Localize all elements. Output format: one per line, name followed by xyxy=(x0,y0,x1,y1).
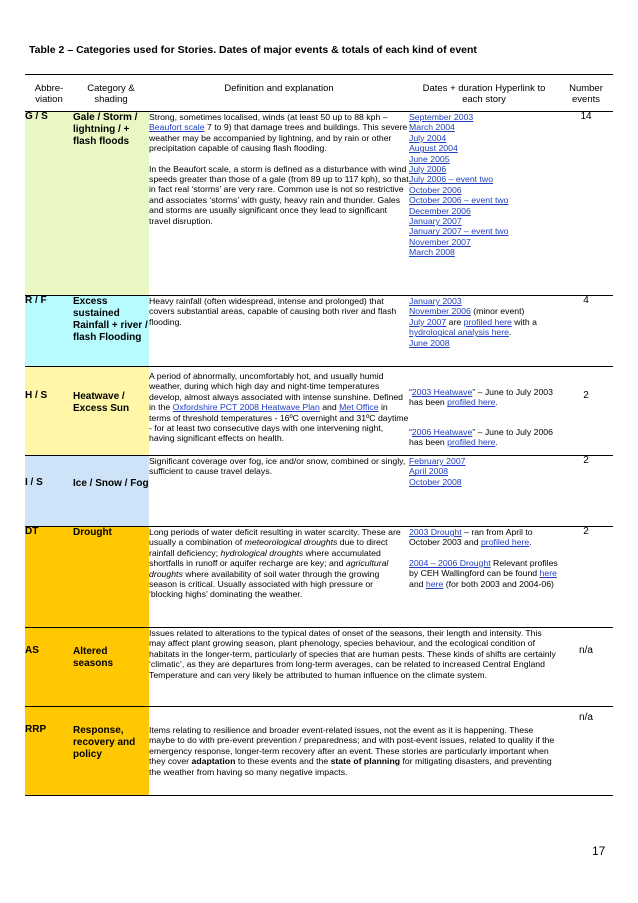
definition-term: state of planning xyxy=(330,756,401,767)
date-note: (minor event) xyxy=(470,306,525,317)
definition-text: 7 to 9) that damage trees and buildings. This severe weather may be accompanied by lightning, and by rain or other precipitation capable of causing flash flooding. xyxy=(149,122,408,154)
row-number: 4 xyxy=(559,296,613,367)
row-abbreviation: I / S xyxy=(25,456,73,527)
profile-link[interactable]: profiled here xyxy=(447,437,496,448)
ceh-profile-link[interactable]: here xyxy=(539,568,557,579)
row-abbreviation: G / S xyxy=(25,112,73,296)
row-number: 14 xyxy=(559,112,613,296)
table-row xyxy=(25,112,613,296)
definition-term: hydrological droughts xyxy=(220,547,304,558)
event-link[interactable]: November 2007 xyxy=(409,236,471,247)
date-note: Relevant profiles by CEH Wallingford can be found xyxy=(409,557,558,579)
event-link[interactable]: October 2006 xyxy=(409,184,462,195)
row-abbreviation: R / F xyxy=(25,296,73,367)
beaufort-scale-link[interactable]: Beaufort scale xyxy=(149,122,205,133)
date-note: . xyxy=(508,327,512,338)
header-definition: Definition and explanation xyxy=(149,75,409,112)
row-dates xyxy=(409,296,559,367)
event-link[interactable]: 2006 Heatwave xyxy=(411,426,473,437)
row-dates xyxy=(409,527,559,628)
categories-table xyxy=(25,74,613,796)
row-dates xyxy=(409,367,559,456)
event-link[interactable]: December 2006 xyxy=(409,205,471,216)
definition-text: Long periods of water deficit resulting in water scarcity. These are usually a combination of xyxy=(149,527,401,548)
row-category: Altered seasons xyxy=(73,628,149,707)
event-link[interactable]: August 2004 xyxy=(409,143,458,154)
table-row xyxy=(25,367,613,456)
date-note: are xyxy=(446,316,464,327)
table-row xyxy=(25,707,613,796)
event-link[interactable]: March 2008 xyxy=(409,247,455,258)
event-link[interactable]: July 2006 – event two xyxy=(409,174,494,185)
event-link[interactable]: June 2005 xyxy=(409,153,450,164)
definition-text: Strong, sometimes localised, winds (at least 50 up to 88 kph – xyxy=(149,112,388,122)
header-category: Category & shading xyxy=(73,75,149,112)
event-link[interactable]: April 2008 xyxy=(409,466,449,477)
date-note: . xyxy=(529,537,532,548)
definition-term: meteorological droughts xyxy=(244,537,338,548)
row-number: 2 xyxy=(559,527,613,628)
event-link[interactable]: July 2006 xyxy=(409,164,447,175)
row-category: Heatwave / Excess Sun xyxy=(73,367,149,456)
definition-text: in terms of threshold temperatures - 16ºC overnight and 31ºC daytime - for at least two consecutive days with one intervening night, having significant effects on health. xyxy=(149,402,409,444)
event-link[interactable]: July 2007 xyxy=(409,316,447,327)
definition-term: agricultural droughts xyxy=(149,558,389,579)
row-category: Response, recovery and policy xyxy=(73,707,149,796)
definition-text: where availability of soil water through the growing season is critical. Usually associated with high pressure or ‘blocking highs’ dominating the weather. xyxy=(149,568,380,600)
oxfordshire-heatwave-plan-link[interactable]: Oxfordshire PCT 2008 Heatwave Plan xyxy=(172,402,320,413)
date-note: . xyxy=(495,397,498,408)
definition-text: for mitigating disasters, and preventing the weather from having so many negative impacts. xyxy=(149,756,552,777)
date-note: (for both 2003 and 2004-06) xyxy=(443,578,554,589)
event-link[interactable]: 2003 Drought xyxy=(409,527,462,537)
definition-text: where accumulated shortfalls in runoff or aquifer recharge are key; and xyxy=(149,547,381,569)
date-note: – ran from April to October 2003 and xyxy=(409,527,533,548)
met-office-link[interactable]: Met Office xyxy=(339,402,379,413)
row-number: n/a xyxy=(559,707,613,796)
row-number: 2 xyxy=(559,456,613,527)
event-link[interactable]: January 2007 – event two xyxy=(409,226,509,237)
row-definition: Significant coverage over fog, ice and/or snow, combined or singly, sufficient to cause travel delays. xyxy=(149,456,409,527)
row-definition: Heavy rainfall (often widespread, intense and prolonged) that covers substantial areas, capable of causing both river and flash flooding. xyxy=(149,296,409,367)
header-number: Number events xyxy=(559,75,613,112)
header-abbreviation: Abbre-viation xyxy=(25,75,73,112)
definition-text: to these events and the xyxy=(235,756,331,767)
definition-text: Items relating to resilience and broader event-related issues, not the event as it is happening. These maybe to do with pre-event prevention / preparedness; and with post-event issues, related to quality if the emergency response, longer-term recovery after an event. These stories are particularly important when they cover xyxy=(149,725,555,767)
event-link[interactable]: June 2008 xyxy=(409,337,450,348)
profile-link[interactable]: profiled here xyxy=(447,397,496,408)
event-link[interactable]: October 2006 – event two xyxy=(409,195,509,206)
row-category: Ice / Snow / Fog xyxy=(73,456,149,527)
date-note: ” – June to July 2003 has been xyxy=(409,387,553,408)
row-dates xyxy=(409,456,559,527)
date-note: with a xyxy=(511,316,537,327)
page-number: 17 xyxy=(592,844,606,858)
event-link[interactable]: November 2006 xyxy=(409,306,471,317)
hydrological-analysis-link[interactable]: hydrological analysis here xyxy=(409,327,509,338)
row-category: Drought xyxy=(73,527,149,628)
table-row xyxy=(25,456,613,527)
table-caption: Table 2 – Categories used for Stories. Dates of major events & totals of each kind of event xyxy=(29,44,477,56)
definition-text: In the Beaufort scale, a storm is defined as a disturbance with wind speeds greater than those of a gale (from 89 up to 117 kph), so that in fact real ‘storms’ are very rare. Common use is not so restrictive and associates ‘storms’ with gusty, heavy rain and thunder. Gales and storms are usually significant once they lead to significant travel disruption. xyxy=(149,163,409,226)
event-link[interactable]: September 2003 xyxy=(409,112,474,122)
row-abbreviation: H / S xyxy=(25,367,73,456)
date-note: ” – June to July 2006 has been xyxy=(409,426,553,448)
row-definition xyxy=(149,527,409,628)
date-note: “ xyxy=(409,426,412,437)
date-note: . xyxy=(495,437,498,448)
table-row xyxy=(25,296,613,367)
row-category: Gale / Storm / lightning / + flash floods xyxy=(73,112,149,296)
definition-text: due to direct rainfall deficiency; xyxy=(149,537,388,558)
event-link[interactable]: July 2004 xyxy=(409,132,447,143)
event-link[interactable]: 2004 – 2006 Drought xyxy=(409,557,491,568)
definition-text: A period of abnormally, uncomfortably hot, and usually humid weather, during which high day and night-time temperatures develop, almost always associated with intense sunshine. Defined in the xyxy=(149,371,404,413)
row-category: Excess sustained Rainfall + river / flash Flooding xyxy=(73,296,149,367)
definition-text: and xyxy=(319,402,340,413)
event-link[interactable]: February 2007 xyxy=(409,456,466,466)
event-link[interactable]: October 2008 xyxy=(409,476,462,487)
table-row xyxy=(25,628,613,707)
row-definition: Issues related to alterations to the typical dates of onset of the seasons, their length and intensity. This may affect plant growing season, plant phenology, species behaviour, and the ecological condition of habitats in the longer-term, particularly of species that are human pests. These kinds of shifts are certainly ‘climatic’, as they are departures from long-term averages, can be related to increased Central England Temperature and can very likely be attributed to human influence on the climate system. xyxy=(149,628,559,707)
row-definition xyxy=(149,707,559,796)
table-row xyxy=(25,527,613,628)
table-header-row xyxy=(25,75,613,112)
definition-term: adaptation xyxy=(191,756,236,767)
row-abbreviation: DT xyxy=(25,527,73,628)
row-number: n/a xyxy=(559,628,613,707)
date-note: and xyxy=(409,578,426,589)
row-definition xyxy=(149,367,409,456)
profile-link[interactable]: profiled here xyxy=(463,316,512,327)
row-number: 2 xyxy=(559,367,613,456)
ceh-profile-link[interactable]: here xyxy=(425,578,444,589)
row-dates xyxy=(409,112,559,296)
event-link[interactable]: January 2003 xyxy=(409,296,462,306)
event-link[interactable]: March 2004 xyxy=(409,122,455,133)
row-abbreviation: RRP xyxy=(25,707,73,796)
event-link[interactable]: 2003 Heatwave xyxy=(411,387,473,397)
profile-link[interactable]: profiled here xyxy=(480,537,530,548)
row-definition xyxy=(149,112,409,296)
header-dates: Dates + duration Hyperlink to each story xyxy=(409,75,559,112)
row-abbreviation: AS xyxy=(25,628,73,707)
date-note: “ xyxy=(409,387,412,397)
event-link[interactable]: January 2007 xyxy=(409,216,462,227)
